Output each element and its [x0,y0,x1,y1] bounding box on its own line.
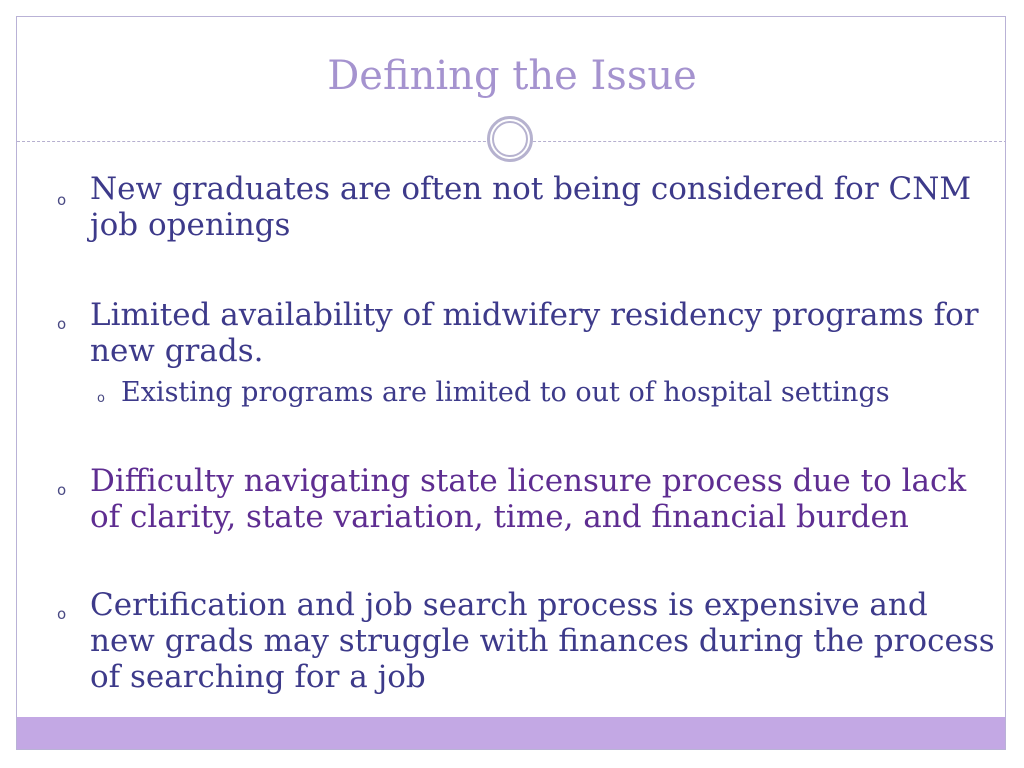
bullet-text: Limited availability of midwifery residency programs for new grads. [90,297,979,369]
bullet-marker-icon: o [57,191,67,209]
bullet-list [17,17,1006,717]
bullet-marker-icon: o [57,481,67,499]
bullet-marker-icon: o [97,391,105,406]
bullet-text: Difficulty navigating state licensure process due to lack of clarity, state variation, time, and financial burden [90,463,967,535]
bullet-text: New graduates are often not being considered for CNM job openings [90,171,972,243]
bullet-text: Existing programs are limited to out of hospital settings [121,377,890,408]
footer-bar [17,717,1006,750]
bullet-marker-icon: o [57,315,67,333]
slide-title: Defining the Issue [327,53,697,99]
bullet-text: Certification and job search process is expensive and new grads may struggle with finances during the process of searching for a job [90,587,995,695]
slide [16,16,1006,750]
bullet-marker-icon: o [57,605,67,623]
